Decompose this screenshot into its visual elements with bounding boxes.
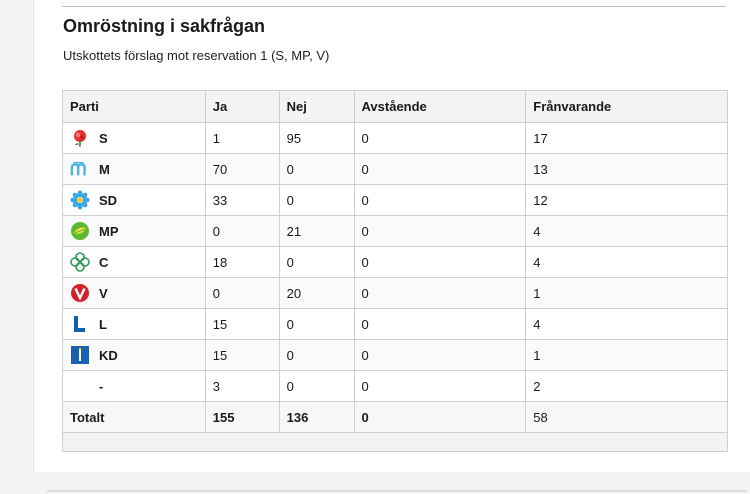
- nej-cell: 21: [279, 216, 354, 247]
- vote-subtitle: Utskottets förslag mot reservation 1 (S, MP, V): [63, 48, 330, 63]
- franvarande-cell: 12: [526, 185, 728, 216]
- l-logo-icon: [70, 314, 90, 334]
- nej-cell: 0: [279, 371, 354, 402]
- table-row: [63, 278, 728, 309]
- nej-cell: 0: [279, 340, 354, 371]
- party-name: C: [99, 254, 109, 270]
- nej-cell: 0: [279, 309, 354, 340]
- avstaende-cell: 0: [354, 371, 526, 402]
- total-avstaende: 0: [354, 402, 526, 433]
- green-leaf-icon: [70, 221, 90, 241]
- franvarande-cell: 2: [526, 371, 728, 402]
- table-row: [63, 216, 728, 247]
- ja-cell: 15: [205, 340, 279, 371]
- table-row: [63, 247, 728, 278]
- party-name: SD: [99, 192, 118, 208]
- franvarande-cell: 4: [526, 309, 728, 340]
- table-row: [63, 371, 728, 402]
- table-footer-spacer: [63, 433, 728, 452]
- m-logo-icon: [70, 159, 90, 179]
- ja-cell: 3: [205, 371, 279, 402]
- ja-cell: 33: [205, 185, 279, 216]
- rose-icon: [70, 128, 90, 148]
- avstaende-cell: 0: [354, 278, 526, 309]
- nej-cell: 0: [279, 154, 354, 185]
- total-nej: 136: [279, 402, 354, 433]
- franvarande-cell: 17: [526, 123, 728, 154]
- franvarande-cell: 4: [526, 216, 728, 247]
- party-name: V: [99, 285, 108, 301]
- avstaende-cell: 0: [354, 340, 526, 371]
- total-label: Totalt: [63, 402, 206, 433]
- bottom-divider: [47, 490, 747, 492]
- header-nej: Nej: [279, 91, 354, 123]
- party-name: MP: [99, 223, 119, 239]
- table-row: [63, 123, 728, 154]
- ja-cell: 0: [205, 278, 279, 309]
- header-franvarande: Frånvarande: [526, 91, 728, 123]
- table-row: [63, 185, 728, 216]
- franvarande-cell: 4: [526, 247, 728, 278]
- total-franvarande: 58: [526, 402, 728, 433]
- nej-cell: 0: [279, 247, 354, 278]
- party-name: KD: [99, 347, 118, 363]
- avstaende-cell: 0: [354, 309, 526, 340]
- nej-cell: 20: [279, 278, 354, 309]
- header-ja: Ja: [205, 91, 279, 123]
- ja-cell: 70: [205, 154, 279, 185]
- vote-results-table: [62, 90, 728, 452]
- ja-cell: 0: [205, 216, 279, 247]
- franvarande-cell: 1: [526, 340, 728, 371]
- header-parti: Parti: [63, 91, 206, 123]
- nej-cell: 95: [279, 123, 354, 154]
- ja-cell: 1: [205, 123, 279, 154]
- ja-cell: 15: [205, 309, 279, 340]
- avstaende-cell: 0: [354, 216, 526, 247]
- total-row: [63, 402, 728, 433]
- avstaende-cell: 0: [354, 185, 526, 216]
- table-row: [63, 309, 728, 340]
- party-name: S: [99, 130, 108, 146]
- avstaende-cell: 0: [354, 247, 526, 278]
- avstaende-cell: 0: [354, 154, 526, 185]
- party-name: -: [99, 378, 104, 394]
- party-name: L: [99, 316, 107, 332]
- table-row: [63, 154, 728, 185]
- table-row: [63, 340, 728, 371]
- total-ja: 155: [205, 402, 279, 433]
- nej-cell: 0: [279, 185, 354, 216]
- kd-logo-icon: [70, 345, 90, 365]
- flower-icon: [70, 190, 90, 210]
- ja-cell: 18: [205, 247, 279, 278]
- party-name: M: [99, 161, 110, 177]
- v-logo-icon: [70, 283, 90, 303]
- top-divider: [62, 6, 726, 7]
- page-title: Omröstning i sakfrågan: [63, 16, 266, 36]
- table-header-row: [63, 91, 728, 123]
- franvarande-cell: 1: [526, 278, 728, 309]
- franvarande-cell: 13: [526, 154, 728, 185]
- clover-icon: [70, 252, 90, 272]
- header-avstaende: Avstående: [354, 91, 526, 123]
- avstaende-cell: 0: [354, 123, 526, 154]
